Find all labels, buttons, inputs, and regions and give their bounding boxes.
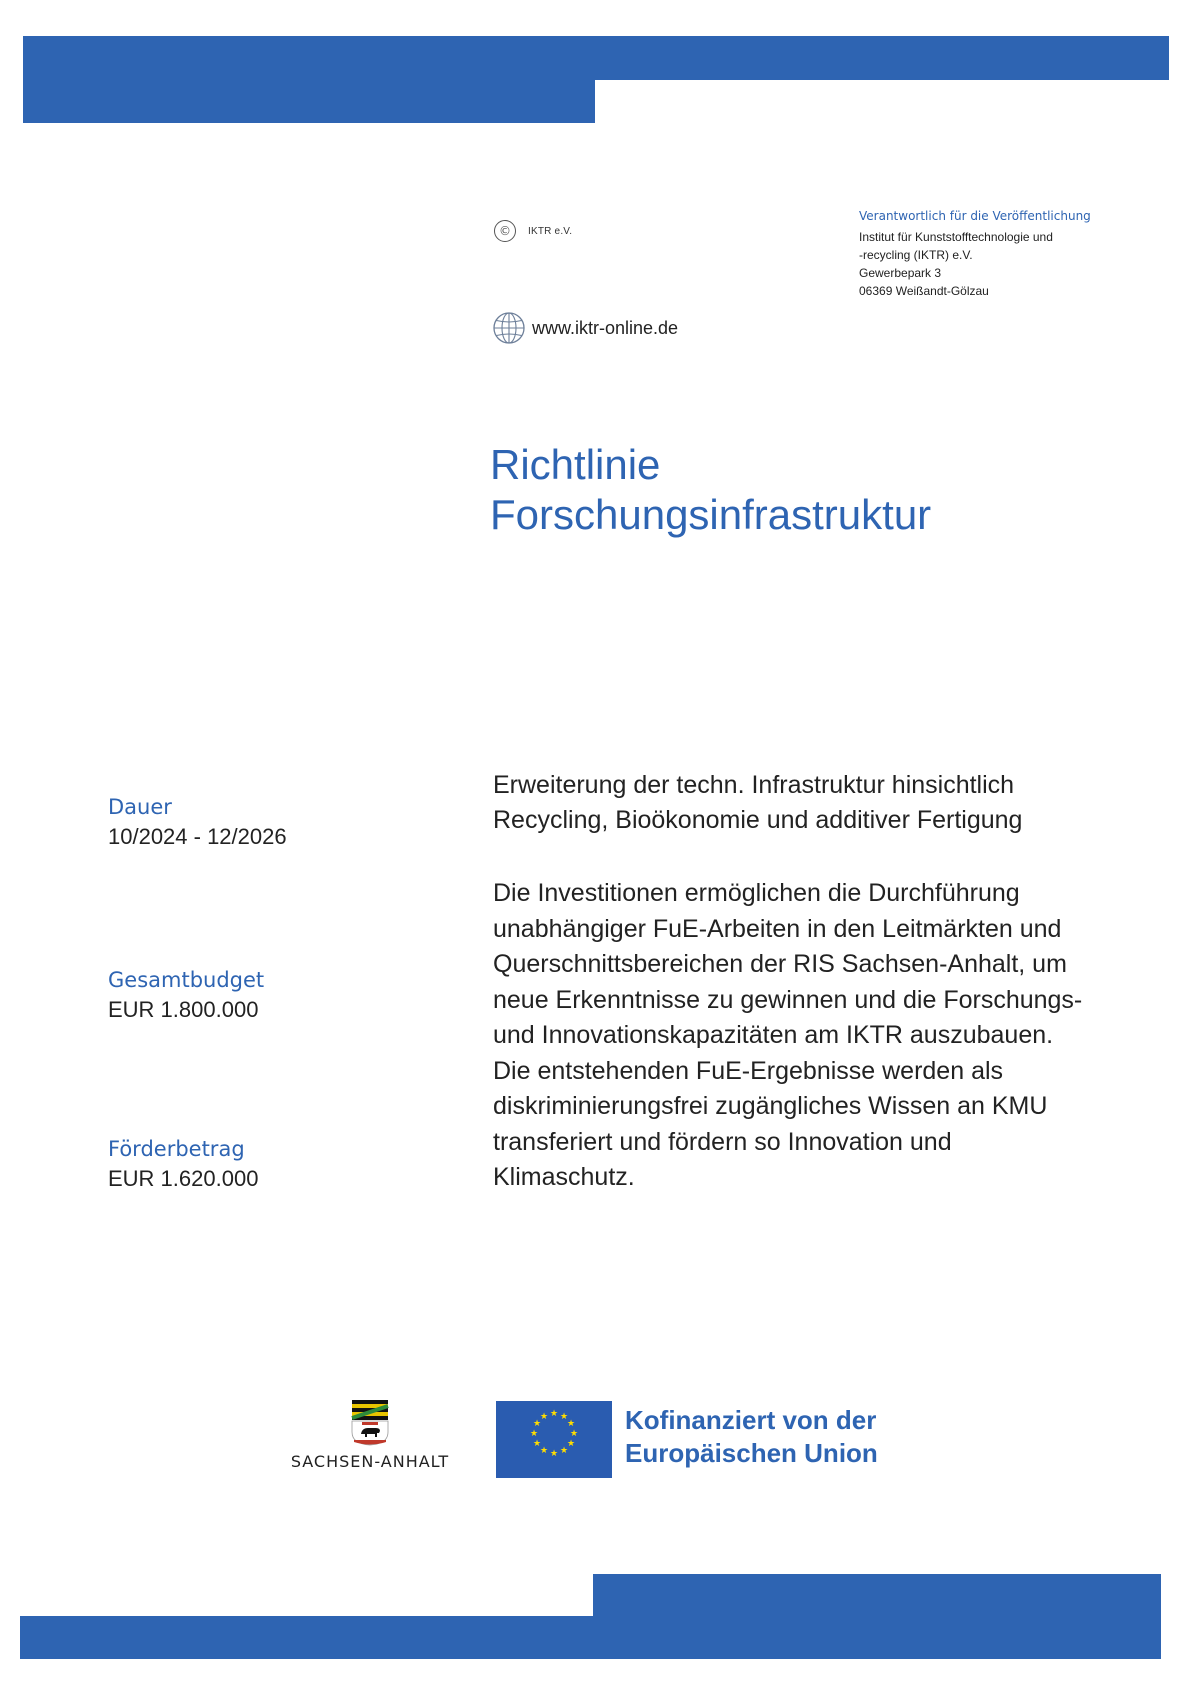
- website-line: [492, 311, 678, 345]
- fact-label: Förderbetrag: [108, 1137, 245, 1161]
- publisher-block: [859, 209, 1159, 300]
- sachsen-anhalt-logo: [280, 1398, 460, 1471]
- fact-value: EUR 1.800.000: [108, 997, 259, 1022]
- coat-of-arms-icon: [350, 1398, 390, 1446]
- fact-value: 10/2024 - 12/2026: [108, 824, 287, 849]
- copyright-line: [494, 220, 572, 242]
- svg-text:★: ★: [529, 1429, 539, 1439]
- title-line-2: Forschungsinfrastruktur: [490, 491, 932, 538]
- body-line: transferiert und fördern so Innovation und: [493, 1127, 952, 1156]
- fact-total-budget: [108, 965, 264, 1025]
- subtitle-line: Recycling, Bioökonomie und additiver Fertigung: [493, 806, 1023, 834]
- body-line: Die Investitionen ermöglichen die Durchführung: [493, 879, 1020, 907]
- svg-text:★: ★: [532, 1419, 542, 1429]
- body-line: neue Erkenntnisse zu gewinnen und die Forschungs-: [493, 985, 1083, 1014]
- eu-text-line-2: Europäischen Union: [625, 1438, 878, 1468]
- fact-label: Dauer: [108, 795, 172, 819]
- project-subtitle: [493, 768, 1153, 838]
- svg-text:★: ★: [569, 1429, 579, 1439]
- fact-funding-amount: [108, 1134, 258, 1194]
- title-line-1: Richtlinie: [490, 441, 661, 488]
- eu-flag: [496, 1401, 612, 1478]
- svg-text:★: ★: [559, 1446, 569, 1456]
- project-description: [493, 876, 1163, 1196]
- publisher-line: Gewerbepark 3: [859, 266, 942, 280]
- svg-text:★: ★: [559, 1412, 569, 1422]
- svg-text:★: ★: [539, 1412, 549, 1422]
- body-line: und Innovationskapazitäten am IKTR auszubauen.: [493, 1021, 1054, 1049]
- publisher-line: Institut für Kunststofftechnologie und: [859, 230, 1053, 244]
- page-title: [490, 440, 931, 540]
- sachsen-anhalt-label: SACHSEN-ANHALT: [290, 1452, 450, 1471]
- top-banner-bar: [23, 36, 1169, 80]
- fact-value: EUR 1.620.000: [108, 1166, 259, 1191]
- fact-label: Gesamtbudget: [108, 968, 265, 992]
- body-line: diskriminierungsfrei zugängliches Wissen an KMU: [493, 1092, 1048, 1120]
- svg-text:★: ★: [566, 1419, 576, 1429]
- bottom-banner-bar: [20, 1616, 1161, 1659]
- fact-duration: [108, 792, 287, 852]
- body-line: Querschnittsbereichen der RIS Sachsen-Anhalt, um: [493, 950, 1067, 978]
- svg-text:★: ★: [566, 1439, 576, 1449]
- svg-text:★: ★: [539, 1446, 549, 1456]
- website-link[interactable]: www.iktr-online.de: [532, 317, 679, 338]
- top-banner-bar-left: [23, 78, 595, 123]
- body-line: Die entstehenden FuE-Ergebnisse werden als: [493, 1056, 1004, 1085]
- copyright-holder: IKTR e.V.: [528, 225, 573, 237]
- subtitle-line: Erweiterung der techn. Infrastruktur hinsichtlich: [493, 771, 1015, 799]
- body-line: Klimaschutz.: [493, 1163, 635, 1191]
- globe-icon: [492, 311, 526, 345]
- svg-text:★: ★: [549, 1409, 559, 1419]
- eu-cofunding-text: [625, 1404, 878, 1470]
- bottom-banner-bar-right: [593, 1574, 1161, 1618]
- svg-text:★: ★: [532, 1439, 542, 1449]
- svg-text:★: ★: [549, 1449, 559, 1459]
- body-line: unabhängiger FuE-Arbeiten in den Leitmärkten und: [493, 914, 1062, 943]
- eu-text-line-1: Kofinanziert von der: [625, 1405, 877, 1435]
- publisher-line: 06369 Weißandt-Gölzau: [859, 284, 989, 298]
- publisher-line: -recycling (IKTR) e.V.: [859, 248, 973, 262]
- copyright-icon: ©: [494, 220, 516, 242]
- eu-stars-icon: [496, 1401, 612, 1478]
- publisher-heading: Verantwortlich für die Veröffentlichung: [859, 209, 1091, 223]
